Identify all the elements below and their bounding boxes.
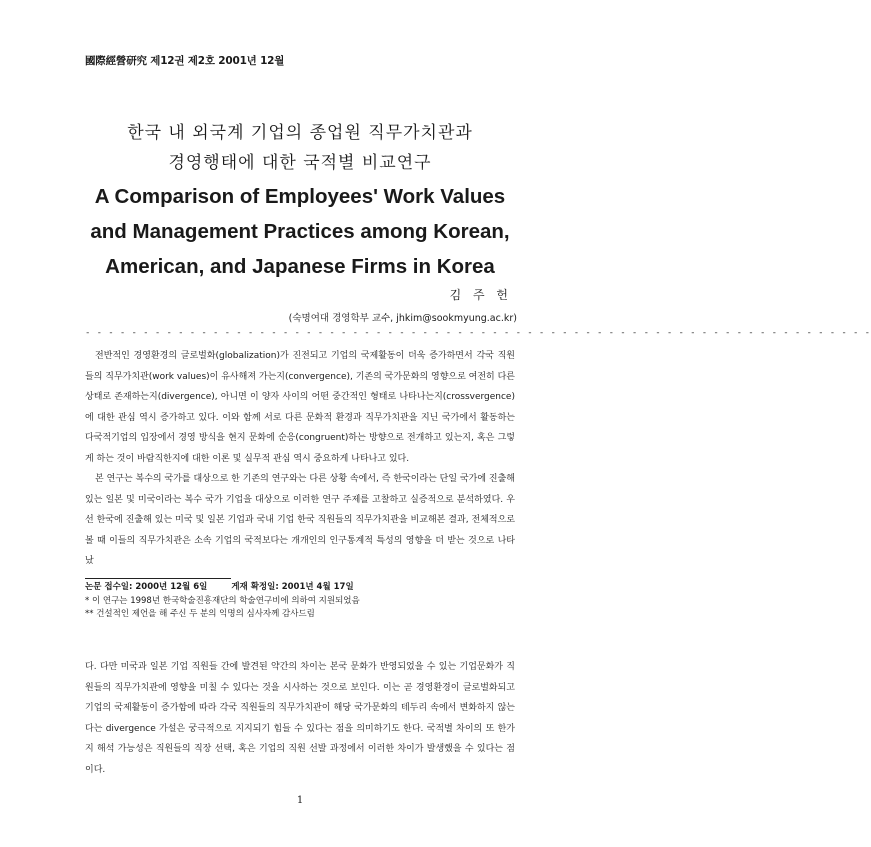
- author-name: 김 주 헌: [449, 288, 512, 302]
- korean-title-line1: 한국 내 외국계 기업의 종업원 직무가치관과: [127, 123, 473, 143]
- acknowledgement-footnote: ** 건설적인 제언을 해 주신 두 분의 익명의 심사자께 감사드림: [85, 609, 315, 619]
- page-number: 1: [296, 795, 304, 806]
- english-title-line3: American, and Japanese Firms in Korea: [105, 255, 495, 278]
- accepted-date: 게재 확정일: 2001년 4월 17일: [231, 582, 354, 592]
- body-paragraph: 다. 다만 미국과 일본 기업 직원들 간에 발견된 약간의 차이는 본국 문화가 반영되었을 수 있는 기업문화가 직원들의 직무가치관에 영향을 미칠 수 있다는 것을 시사하는 것으로 보인다. 이는 곧 경영환경이 글로벌화되고 기업의 국제활동이 증가함에 따라 각국 직원들의 직무가치관이 해당 국가문화의 테두리 속에서 변화하지 않는다는 divergence 가설은 궁극적으로 지지되기 힘들 수 있다는 점을 의미하기도 한다. 국적별 차이의 또 한가지 해석 가능성은 직원들의 직장 선택, 혹은 기업의 직원 선발 과정에서 이러한 차이가 발생했을 수 있다는 점이다.: [85, 662, 515, 775]
- abstract-paragraph-1: 전반적인 경영환경의 글로벌화(globalization)가 진전되고 기업의 국제활동이 더욱 증가하면서 각국 직원들의 직무가치관(work values)이 유사해져 가는지(convergence), 기존의 국가문화의 영향으로 여전히 다른 상태로 존재하는지(divergence), 아니면 이 양자 사이의 어떤 중간적인 형태로 나타나는지(crossvergence)에 대한 관심 역시 증가하고 있다. 이와 함께 서로 다른 문화적 환경과 직무가치관을 지닌 국가에서 활동하는 다국적기업의 입장에서 경영 방식을 현지 문화에 순응(congruent)하는 방향으로 전개하고 있는지, 혹은 그렇게 하는 것이 바람직한지에 대한 이론 및 실무적 관심 역시 중요하게 나타나고 있다.: [85, 351, 515, 464]
- author-affiliation: (숙명여대 경영학부 교수, jhkim@sookmyung.ac.kr): [288, 313, 517, 324]
- journal-header: 國際經營研究 제12권 제2호 2001년 12월: [85, 55, 285, 67]
- funding-footnote: * 이 연구는 1998년 한국학술진흥재단의 학술연구비에 의하여 지원되었음: [85, 595, 360, 606]
- dashed-divider: - - - - - - - - - - - - - - - - - - - - - - - - - - - - - - - - - - - - - - - - - - - - - - - - - - - - - - - - - - - - - - - - - - - -: [85, 328, 871, 338]
- english-title-line1: A Comparison of Employees' Work Values: [94, 185, 506, 208]
- received-date: 논문 접수일: 2000년 12월 6일: [85, 582, 208, 592]
- abstract: [85, 346, 515, 572]
- footnote-rule: [85, 578, 231, 579]
- abstract-paragraph-2: 본 연구는 복수의 국가를 대상으로 한 기존의 연구와는 다른 상황 속에서, 즉 한국이라는 단일 국가에 진출해 있는 일본 및 미국이라는 복수 국가 기업을 대상으로 이러한 연구 주제를 고찰하고 실증적으로 분석하였다. 우선 한국에 진출해 있는 미국 및 일본 기업과 국내 기업 한국 직원들의 직무가치관을 비교해본 결과, 전체적으로 볼 때 이들의 직무가치관은 소속 기업의 국적보다는 개개인의 인구통계적 특성의 영향을 더 받는 것으로 나타났: [85, 474, 515, 566]
- body-text: [85, 657, 515, 780]
- english-title-line2: and Management Practices among Korean,: [90, 220, 510, 243]
- footnotes: [85, 581, 525, 622]
- korean-title-line2: 경영행태에 대한 국적별 비교연구: [168, 153, 432, 173]
- paper-title: [0, 118, 600, 283]
- submission-dates: [85, 581, 525, 595]
